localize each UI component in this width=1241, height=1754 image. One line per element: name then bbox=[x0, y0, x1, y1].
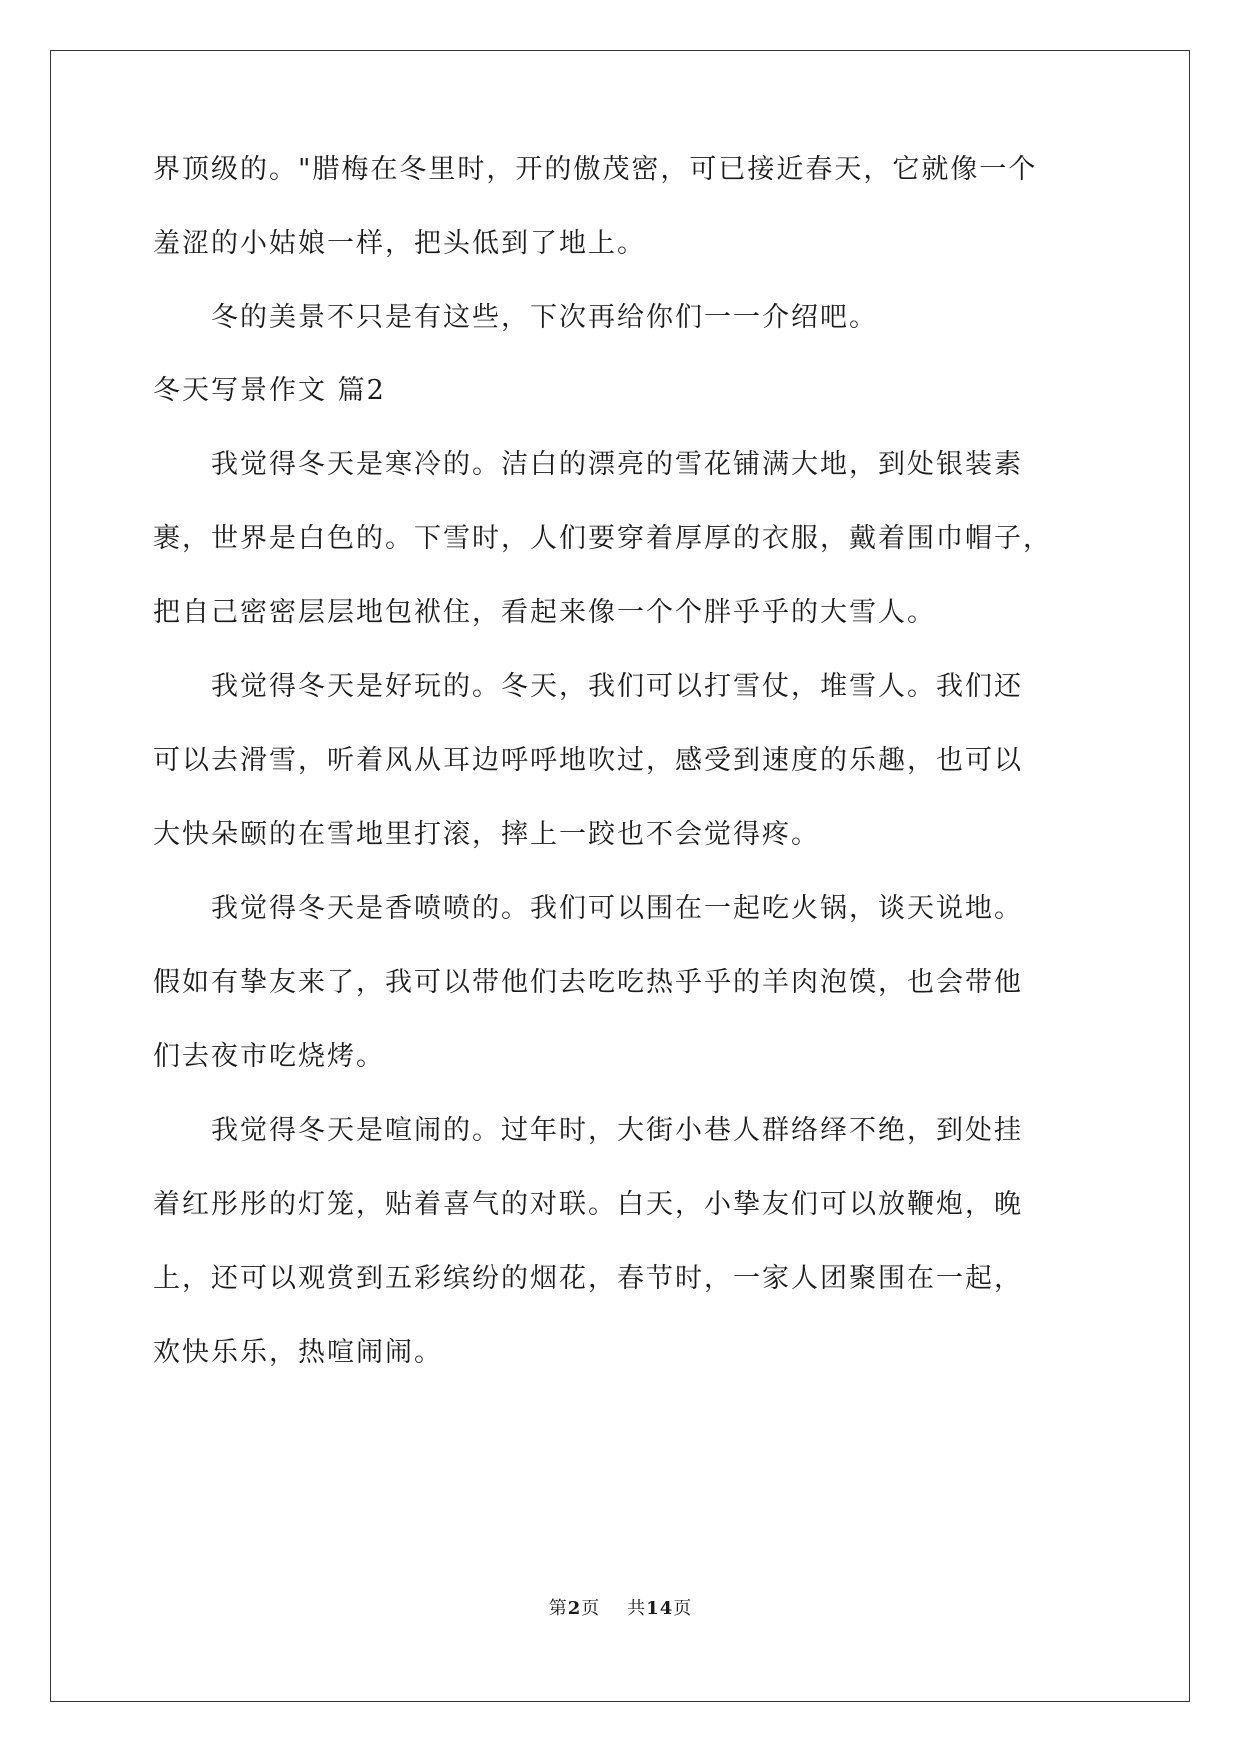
text-line: 我觉得冬天是喧闹的。过年时，大街小巷人群络绎不绝，到处挂 bbox=[153, 1115, 1023, 1146]
total-pages: 14 bbox=[646, 1598, 674, 1619]
text-line: 大快朵颐的在雪地里打滚，摔上一跤也不会觉得疼。 bbox=[153, 819, 820, 850]
page-number: 2 bbox=[567, 1598, 582, 1619]
total-suffix: 页 bbox=[673, 1598, 693, 1619]
text-line: 羞涩的小姑娘一样，把头低到了地上。 bbox=[153, 228, 646, 259]
text-line: 我觉得冬天是香喷喷的。我们可以围在一起吃火锅，谈天说地。 bbox=[153, 893, 1023, 924]
text-line: 们去夜市吃烧烤。 bbox=[153, 1041, 385, 1072]
page-prefix: 第 bbox=[548, 1598, 568, 1619]
text-line: 把自己密密层层地包袱住，看起来像一个个胖乎乎的大雪人。 bbox=[153, 597, 936, 628]
total-prefix: 共 bbox=[627, 1598, 647, 1619]
page-footer bbox=[0, 1597, 1241, 1621]
text-line: 裹，世界是白色的。下雪时，人们要穿着厚厚的衣服，戴着围巾帽子， bbox=[153, 523, 1052, 554]
text-line: 可以去滑雪，听着风从耳边呼呼地吹过，感受到速度的乐趣，也可以 bbox=[153, 745, 1023, 776]
text-line: 我觉得冬天是寒冷的。洁白的漂亮的雪花铺满大地，到处银装素 bbox=[153, 449, 1023, 480]
text-line: 欢快乐乐，热喧闹闹。 bbox=[153, 1337, 443, 1368]
text-line: 冬的美景不只是有这些，下次再给你们一一介绍吧。 bbox=[153, 302, 878, 333]
text-line: 界顶级的。"腊梅在冬里时，开的傲茂密，可已接近春天，它就像一个 bbox=[153, 154, 1038, 185]
text-line: 假如有挚友来了，我可以带他们去吃吃热乎乎的羊肉泡馍，也会带他 bbox=[153, 967, 1023, 998]
page-suffix: 页 bbox=[581, 1598, 601, 1619]
text-line: 上，还可以观赏到五彩缤纷的烟花，春节时，一家人团聚围在一起， bbox=[153, 1263, 1023, 1294]
text-line: 着红彤彤的灯笼，贴着喜气的对联。白天，小挚友们可以放鞭炮，晚 bbox=[153, 1189, 1023, 1220]
section-heading: 冬天写景作文 篇2 bbox=[153, 375, 386, 406]
text-line: 我觉得冬天是好玩的。冬天，我们可以打雪仗，堆雪人。我们还 bbox=[153, 671, 1023, 702]
